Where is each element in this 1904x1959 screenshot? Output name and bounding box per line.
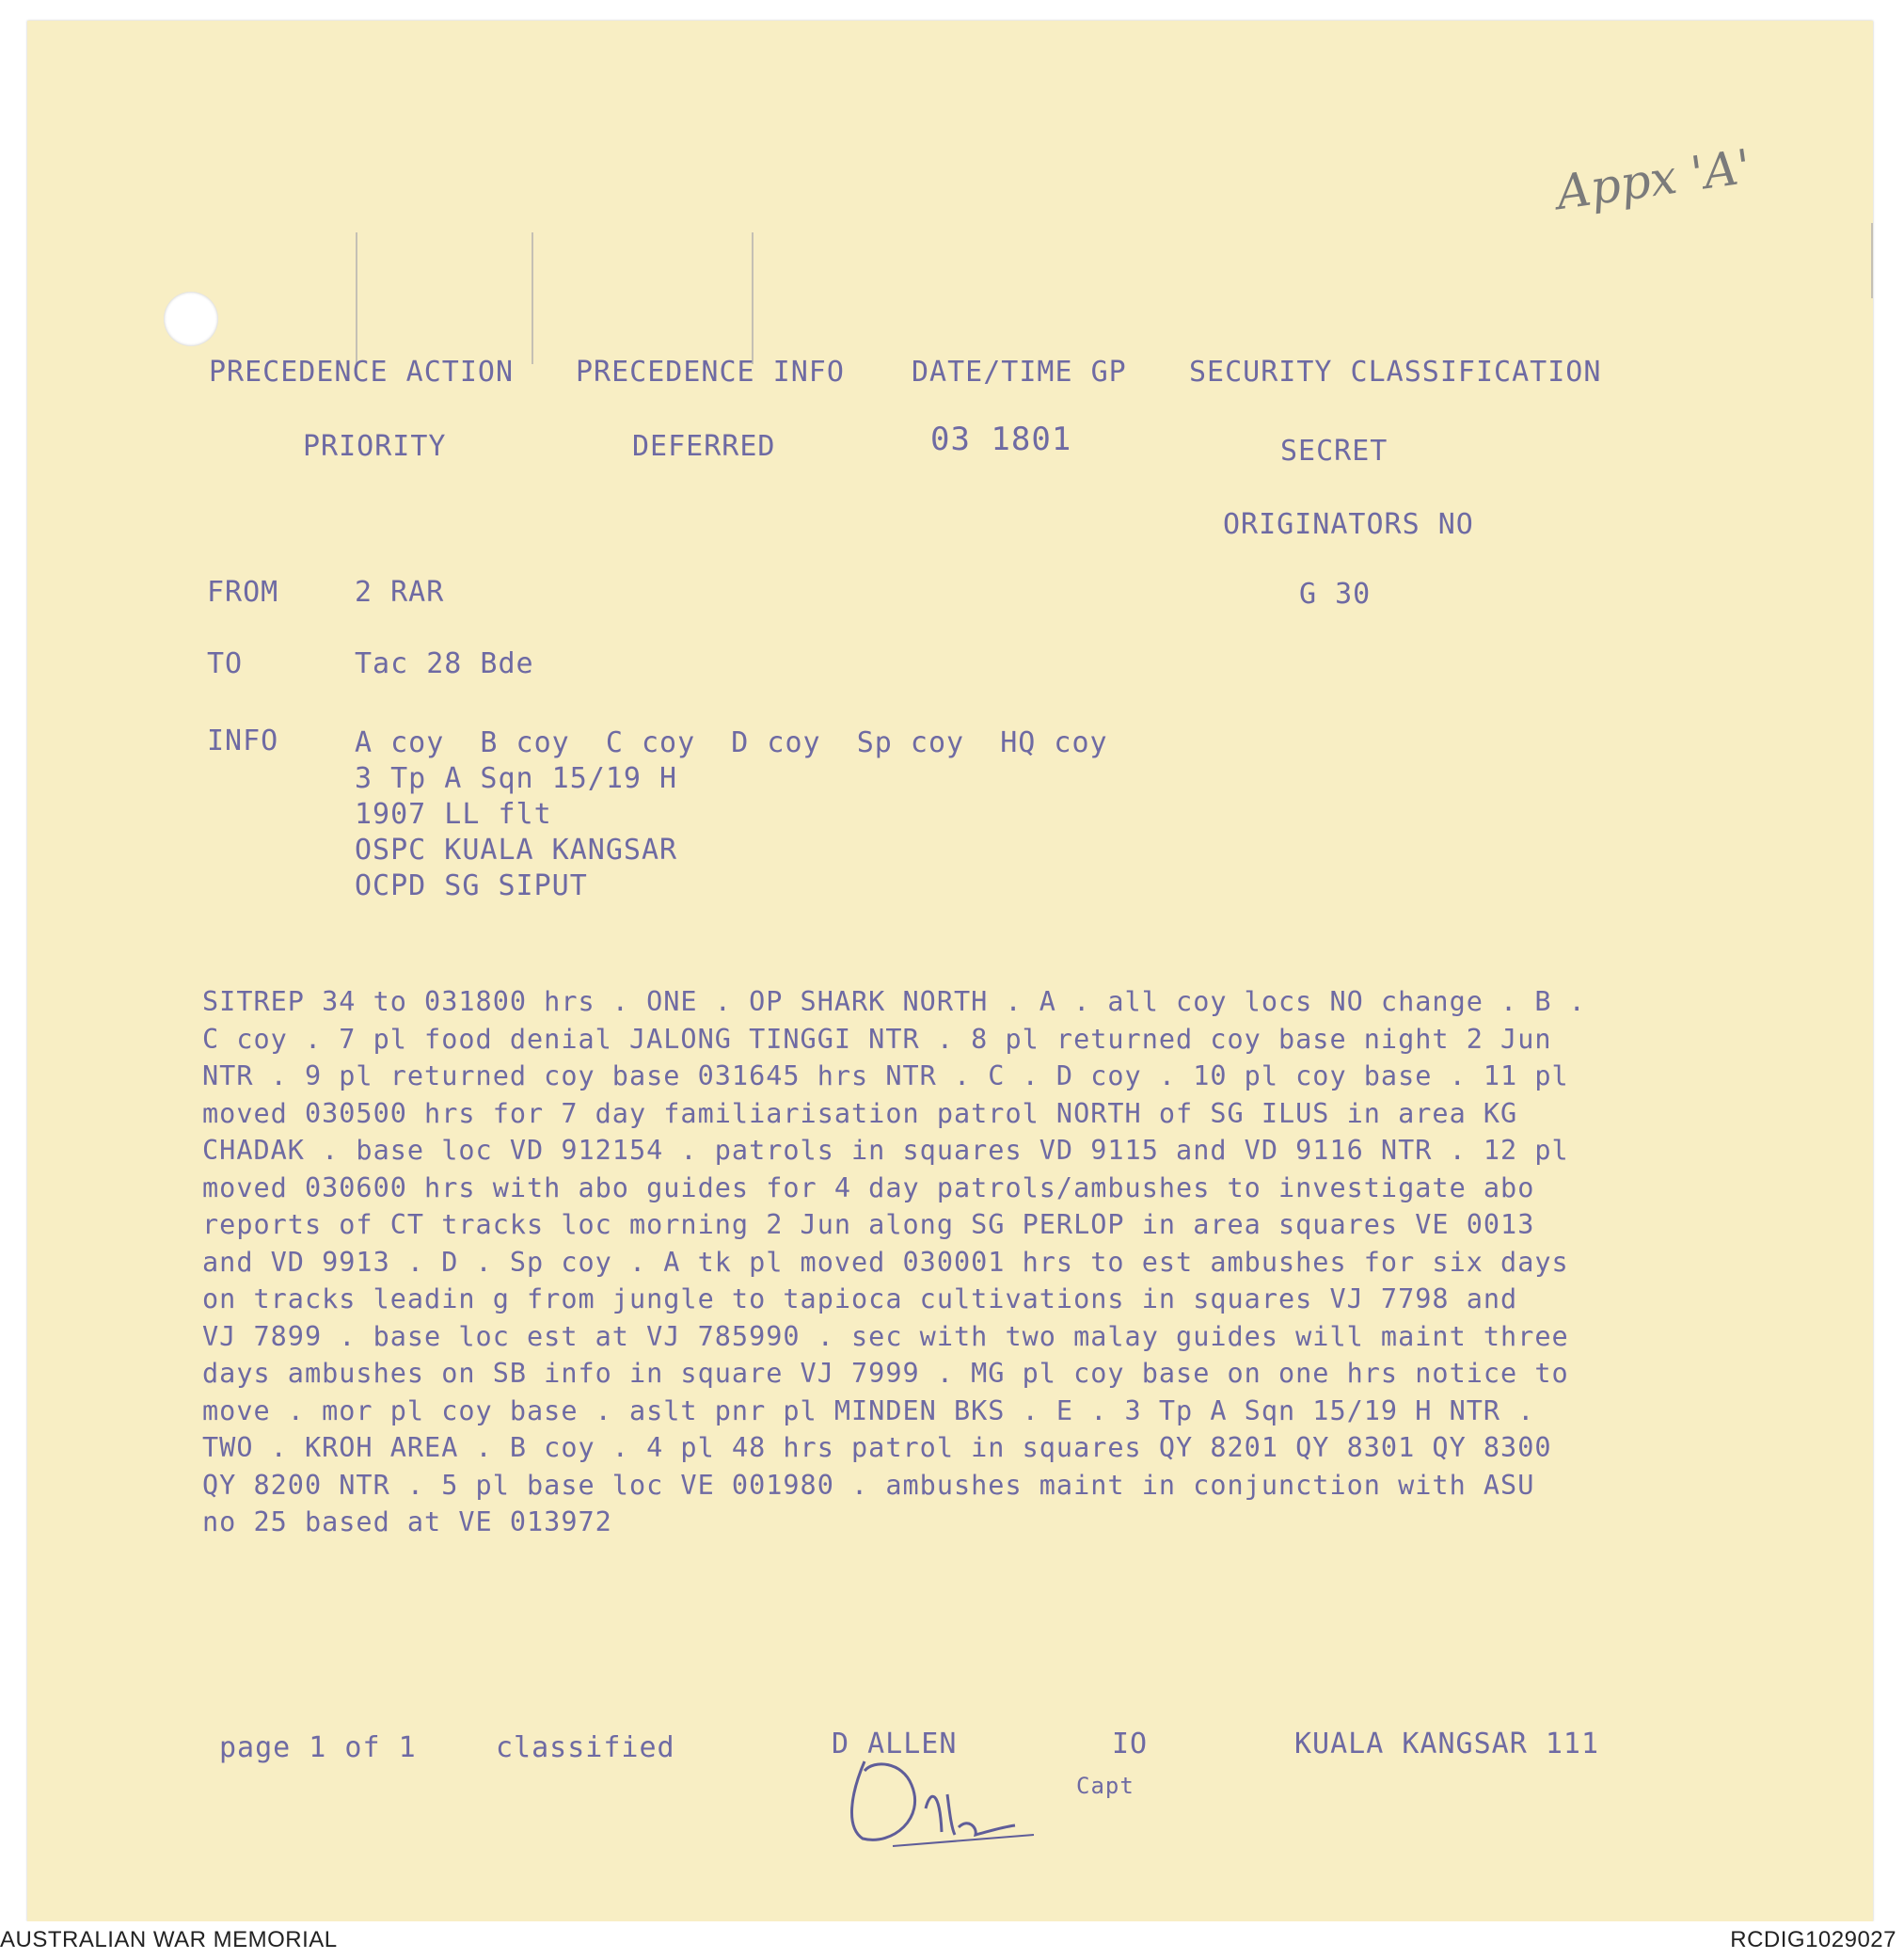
margin-rule bbox=[752, 232, 754, 364]
precedence-action-value: PRIORITY bbox=[303, 430, 447, 463]
exchange-name: KUALA KANGSAR 111 bbox=[1294, 1728, 1600, 1760]
to-label: TO bbox=[207, 647, 244, 680]
archive-id: RCDIG1029027 bbox=[1730, 1927, 1896, 1952]
margin-rule bbox=[1871, 223, 1873, 298]
document-sheet bbox=[27, 21, 1873, 1921]
date-time-group-label: DATE/TIME GP bbox=[912, 356, 1127, 389]
handwritten-signature bbox=[836, 1752, 1081, 1855]
punch-hole bbox=[164, 292, 218, 346]
message-line: and VD 9913 . D . Sp coy . A tk pl moved 030001 hrs to est ambushes for six days bbox=[202, 1246, 1569, 1278]
signer-rank: Capt bbox=[1076, 1773, 1134, 1799]
info-label: INFO bbox=[207, 725, 279, 757]
precedence-info-label: PRECEDENCE INFO bbox=[576, 356, 845, 389]
from-label: FROM bbox=[207, 576, 279, 609]
security-classification-value: SECRET bbox=[1280, 435, 1388, 468]
originators-no-value: G 30 bbox=[1299, 578, 1372, 611]
message-line: moved 030500 hrs for 7 day familiarisation patrol NORTH of SG ILUS in area KG bbox=[202, 1097, 1518, 1129]
margin-rule bbox=[532, 232, 533, 364]
to-value: Tac 28 Bde bbox=[355, 647, 534, 680]
archive-credit: AUSTRALIAN WAR MEMORIAL bbox=[0, 1927, 338, 1952]
from-value: 2 RAR bbox=[355, 576, 445, 609]
message-line: QY 8200 NTR . 5 pl base loc VE 001980 . ambushes maint in conjunction with ASU bbox=[202, 1469, 1535, 1501]
info-line: 3 Tp A Sqn 15/19 H bbox=[355, 762, 678, 795]
message-line: SITREP 34 to 031800 hrs . ONE . OP SHARK NORTH . A . all coy locs NO change . B . bbox=[202, 986, 1586, 1017]
message-line: VJ 7899 . base loc est at VJ 785990 . sec with two malay guides will maint three bbox=[202, 1320, 1569, 1352]
message-line: days ambushes on SB info in square VJ 7999 . MG pl coy base on one hrs notice to bbox=[202, 1358, 1569, 1389]
info-line: A coy B coy C coy D coy Sp coy HQ coy bbox=[355, 726, 1108, 759]
message-line: moved 030600 hrs with abo guides for 4 day patrols/ambushes to investigate abo bbox=[202, 1171, 1535, 1203]
signer-name: D ALLEN bbox=[832, 1728, 958, 1760]
message-line: NTR . 9 pl returned coy base 031645 hrs NTR . C . D coy . 10 pl coy base . 11 pl bbox=[202, 1060, 1569, 1091]
info-line: OCPD SG SIPUT bbox=[355, 869, 588, 902]
message-line: TWO . KROH AREA . B coy . 4 pl 48 hrs patrol in squares QY 8201 QY 8301 QY 8300 bbox=[202, 1432, 1552, 1463]
security-classification-label: SECURITY CLASSIFICATION bbox=[1189, 356, 1602, 389]
signer-role: IO bbox=[1112, 1728, 1149, 1760]
precedence-action-label: PRECEDENCE ACTION bbox=[209, 356, 515, 389]
handwritten-annotation: Appx 'A' bbox=[1552, 138, 1754, 221]
message-line: move . mor pl coy base . aslt pnr pl MINDEN BKS . E . 3 Tp A Sqn 15/19 H NTR . bbox=[202, 1394, 1535, 1426]
precedence-info-value: DEFERRED bbox=[632, 430, 776, 463]
originators-no-label: ORIGINATORS NO bbox=[1223, 508, 1474, 541]
sitrep-message bbox=[202, 983, 1707, 1541]
message-line: on tracks leadin g from jungle to tapioca cultivations in squares VJ 7798 and bbox=[202, 1283, 1518, 1314]
message-line: C coy . 7 pl food denial JALONG TINGGI NTR . 8 pl returned coy base night 2 Jun bbox=[202, 1023, 1552, 1055]
message-line: no 25 based at VE 013972 bbox=[202, 1506, 612, 1537]
info-line: 1907 LL flt bbox=[355, 798, 552, 831]
page-count: page 1 of 1 bbox=[219, 1731, 417, 1764]
margin-rule bbox=[356, 232, 357, 364]
classified-note: classified bbox=[496, 1731, 675, 1764]
message-line: CHADAK . base loc VD 912154 . patrols in squares VD 9115 and VD 9116 NTR . 12 pl bbox=[202, 1135, 1569, 1166]
message-line: reports of CT tracks loc morning 2 Jun along SG PERLOP in area squares VE 0013 bbox=[202, 1209, 1535, 1240]
date-time-group-value: 03 1801 bbox=[930, 421, 1072, 458]
info-line: OSPC KUALA KANGSAR bbox=[355, 834, 678, 867]
